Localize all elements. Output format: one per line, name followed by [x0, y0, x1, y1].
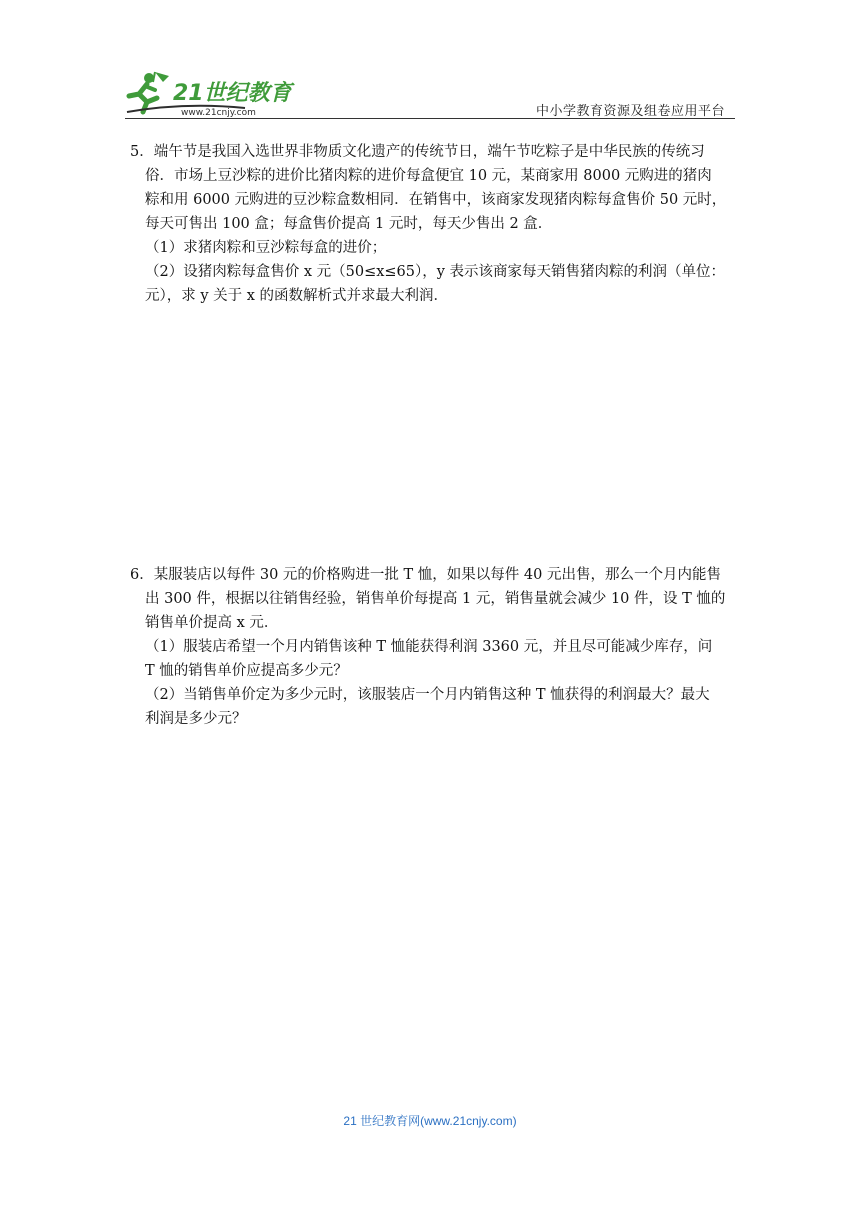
question-6-part-1-line-2: T 恤的销售单价应提高多少元？ [145, 663, 348, 679]
question-5-line-1: 5．端午节是我国入选世界非物质文化遗产的传统节日，端午节吃粽子是中华民族的传统习 [130, 144, 705, 160]
question-5-number: 5． [130, 144, 154, 160]
page-header [0, 0, 860, 125]
question-5-line-4: 每天可售出 100 盒；每盒售价提高 1 元时，每天少售出 2 盒． [145, 216, 553, 232]
question-5-line-3: 粽和用 6000 元购进的豆沙粽盒数相同．在销售中，该商家发现猪肉粽每盒售价 50 元时， [145, 192, 727, 208]
question-6-number: 6． [130, 567, 154, 583]
page-footer[interactable]: 21 世纪教育网(www.21cnjy.com) [343, 1114, 517, 1128]
question-6-part-1-line-1: （1）服装店希望一个月内销售该种 T 恤能获得利润 3360 元，并且尽可能减少库存，问 [145, 639, 713, 655]
svg-text:www.21cnjy.com: www.21cnjy.com [181, 108, 256, 118]
question-5-part-2-line-2: 元），求 y 关于 x 的函数解析式并求最大利润． [145, 288, 449, 304]
question-5-line-2: 俗．市场上豆沙粽的进价比猪肉粽的进价每盒便宜 10 元，某商家用 8000 元购进的猪肉 [145, 168, 712, 184]
question-6-part-2-line-2: 利润是多少元？ [145, 711, 247, 727]
question-6-part-2-line-1: （2）当销售单价定为多少元时，该服装店一个月内销售这种 T 恤获得的利润最大？最大 [145, 687, 710, 703]
question-5-part-2-line-1: （2）设猪肉粽每盒售价 x 元（50≤x≤65），y 表示该商家每天销售猪肉粽的利润（单位： [145, 264, 726, 280]
question-5-part-1: （1）求猪肉粽和豆沙粽每盒的进价； [145, 240, 387, 256]
header-tagline: 中小学教育资源及组卷应用平台 [535, 103, 725, 118]
question-6-line-3: 销售单价提高 x 元． [145, 615, 279, 631]
brand-logo [125, 68, 300, 118]
question-6 [130, 563, 730, 731]
header-divider [125, 118, 735, 119]
svg-text:21世纪教育: 21世纪教育 [173, 81, 292, 106]
runner-logo-icon [125, 68, 300, 118]
question-5 [130, 140, 730, 308]
question-6-line-1: 6．某服装店以每件 30 元的价格购进一批 T 恤，如果以每件 40 元出售，那么一个月内能售 [130, 567, 721, 583]
question-6-line-2: 出 300 件，根据以往销售经验，销售单价每提高 1 元，销售量就会减少 10 件，设 T 恤的 [145, 591, 726, 607]
